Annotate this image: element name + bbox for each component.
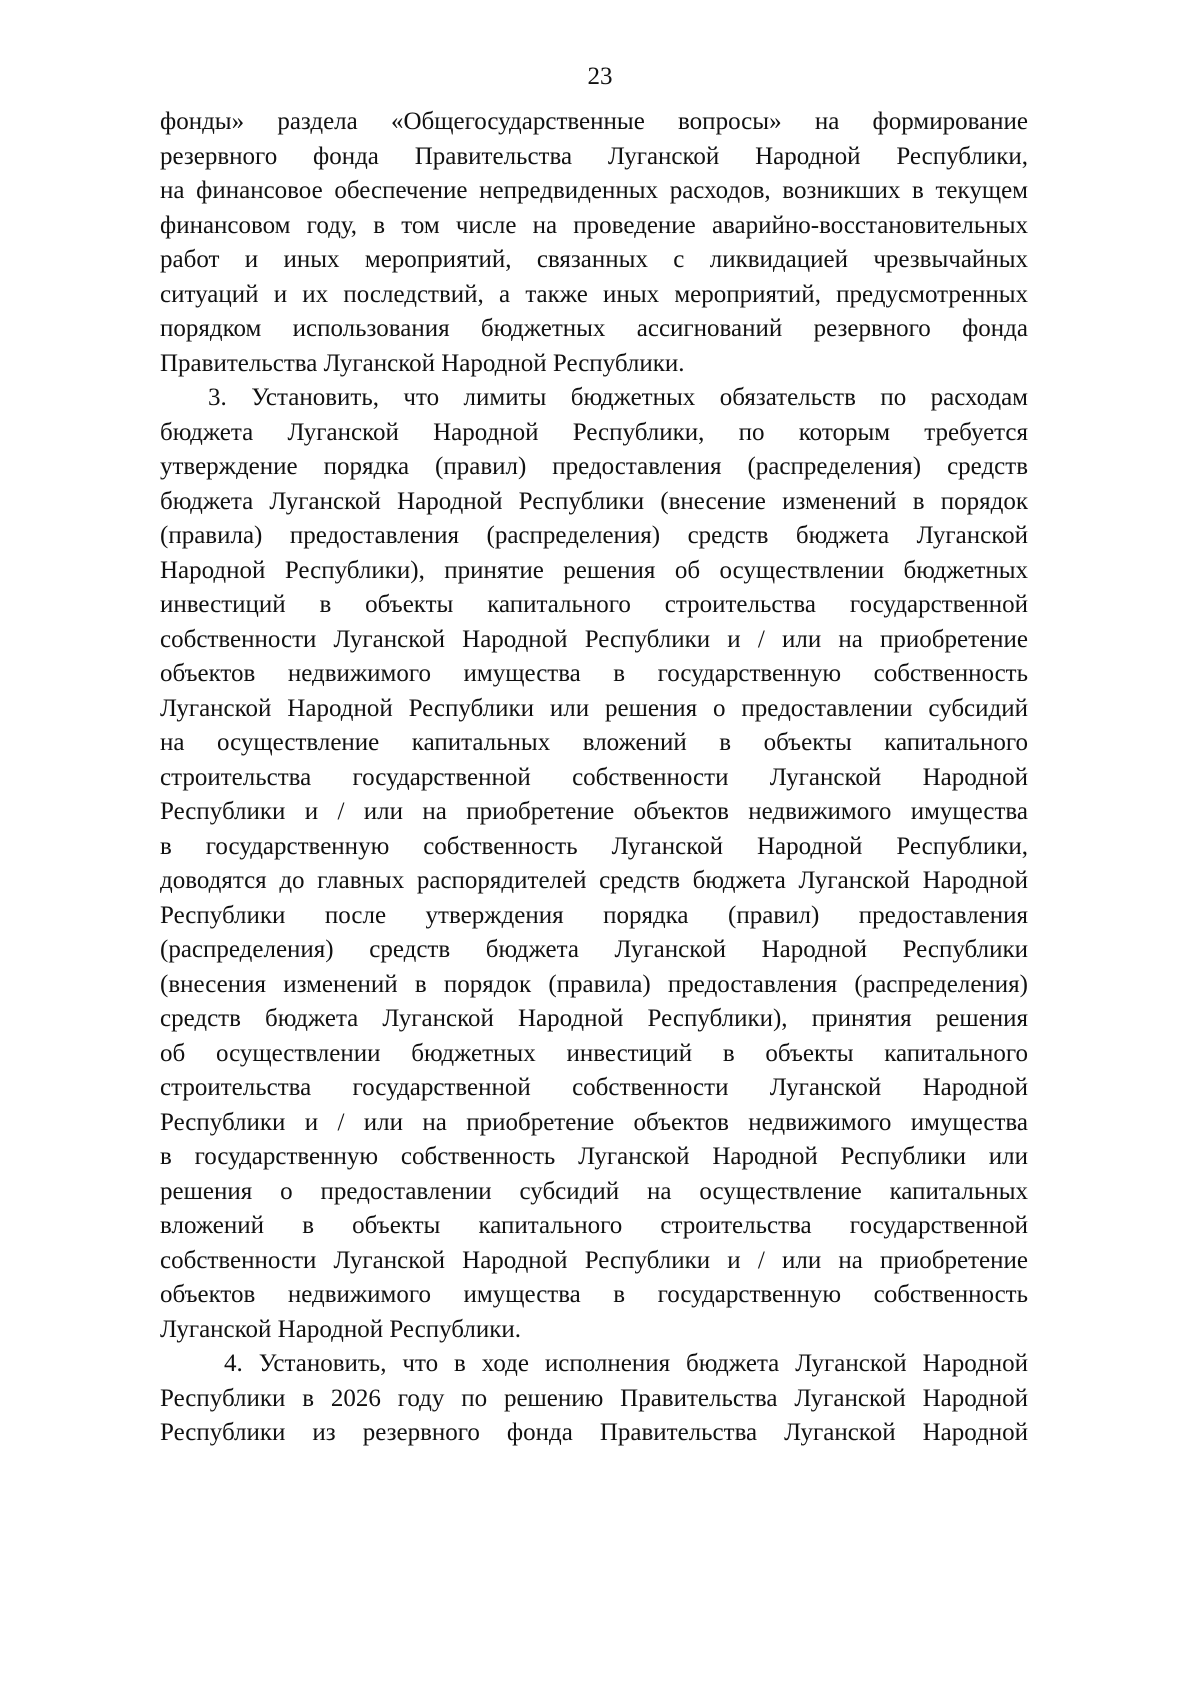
- text-line: 4. Установить, что в ходе исполнения бюджета Луганской Народной: [224, 1350, 1028, 1377]
- text-line: в государственную собственность Луганской Народной Республики или: [160, 1143, 1028, 1170]
- text-line: в государственную собственность Луганской Народной Республики,: [160, 832, 1028, 860]
- text-line: средств бюджета Луганской Народной Республики), принятия решения: [160, 1005, 1028, 1032]
- text-line: резервного фонда Правительства Луганской Народной Республики,: [160, 142, 1028, 170]
- text-line: Народной Республики), принятие решения об осуществлении бюджетных: [160, 556, 1028, 584]
- text-line: собственности Луганской Народной Республики и / или на приобретение: [160, 1246, 1028, 1274]
- text-line: фонды» раздела «Общегосударственные вопросы» на формирование: [160, 108, 1028, 135]
- text-line: бюджета Луганской Народной Республики, по которым требуется: [160, 418, 1028, 446]
- text-line: объектов недвижимого имущества в государственную собственность: [160, 660, 1028, 687]
- text-line: на финансовое обеспечение непредвиденных расходов, возникших в текущем: [160, 177, 1028, 204]
- text-line: (внесения изменений в порядок (правила) предоставления (распределения): [160, 970, 1028, 998]
- text-line: собственности Луганской Народной Республики и / или на приобретение: [160, 625, 1028, 653]
- text-line: бюджета Луганской Народной Республики (внесение изменений в порядок: [160, 487, 1028, 515]
- text-line: ситуаций и их последствий, а также иных мероприятий, предусмотренных: [160, 280, 1028, 308]
- page-number: 23: [587, 63, 613, 90]
- text-line: на осуществление капитальных вложений в объекты капитального: [160, 729, 1028, 756]
- text-line: финансовом году, в том числе на проведение аварийно-восстановительных: [160, 211, 1028, 239]
- text-line: Республики после утверждения порядка (правил) предоставления: [160, 901, 1028, 929]
- text-line: Республики и / или на приобретение объектов недвижимого имущества: [160, 1108, 1028, 1136]
- text-line: (распределения) средств бюджета Луганской Народной Республики: [160, 936, 1028, 963]
- text-line: вложений в объекты капитального строительства государственной: [160, 1212, 1028, 1239]
- text-line: работ и иных мероприятий, связанных с ликвидацией чрезвычайных: [160, 246, 1028, 273]
- paragraph-item-4: [160, 1347, 1028, 1451]
- text-line: Луганской Народной Республики или решения о предоставлении субсидий: [160, 694, 1028, 722]
- text-line: доводятся до главных распорядителей средств бюджета Луганской Народной: [160, 867, 1028, 894]
- text-line: строительства государственной собственности Луганской Народной: [160, 1074, 1028, 1101]
- paragraph-continuation: [160, 105, 1028, 381]
- text-line: Правительства Луганской Народной Республики.: [160, 349, 685, 377]
- text-line: инвестиций в объекты капитального строительства государственной: [160, 591, 1028, 618]
- text-line: утверждение порядка (правил) предоставления (распределения) средств: [160, 453, 1028, 480]
- text-line: (правила) предоставления (распределения) средств бюджета Луганской: [160, 522, 1028, 549]
- paragraph-item-3: [160, 381, 1028, 1347]
- text-line: порядком использования бюджетных ассигнований резервного фонда: [160, 315, 1028, 342]
- text-line: Республики из резервного фонда Правительства Луганской Народной: [160, 1419, 1028, 1446]
- text-line: решения о предоставлении субсидий на осуществление капитальных: [160, 1177, 1028, 1205]
- text-line: Луганской Народной Республики.: [160, 1315, 521, 1343]
- text-line: 3. Установить, что лимиты бюджетных обязательств по расходам: [208, 384, 1028, 411]
- text-line: строительства государственной собственности Луганской Народной: [160, 763, 1028, 791]
- text-line: об осуществлении бюджетных инвестиций в объекты капитального: [160, 1039, 1028, 1067]
- text-line: Республики и / или на приобретение объектов недвижимого имущества: [160, 798, 1028, 825]
- document-body: [160, 105, 1028, 1451]
- text-line: Республики в 2026 году по решению Правительства Луганской Народной: [160, 1384, 1028, 1412]
- text-line: объектов недвижимого имущества в государственную собственность: [160, 1281, 1028, 1308]
